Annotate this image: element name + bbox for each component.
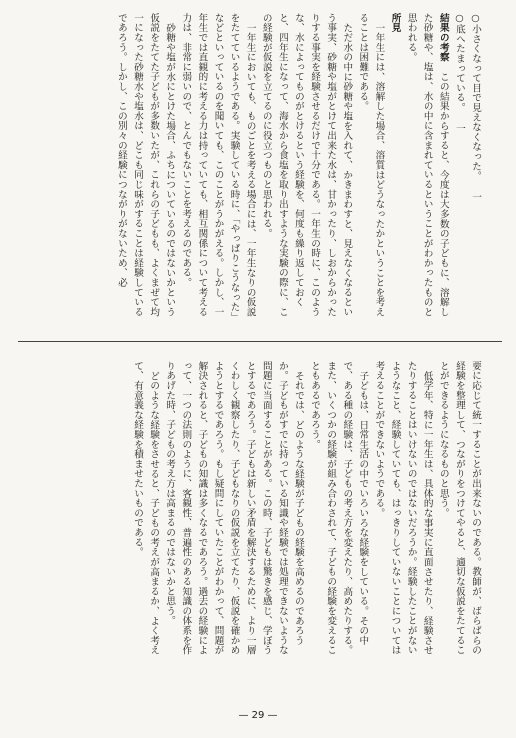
page-number: — 29 —	[238, 710, 278, 721]
paragraph: 要に応じて統一することが出来ないのである。教師が、ばらばらの経験を整理して、つながりをつけてやると、適切な仮説をたてることができるようになるものと思う。	[437, 361, 481, 655]
paragraph: 一年生においても、ものごとを考える場合には、一年生なりの仮説をたてているようである。実験している時に、「やっぱりこうなった」などといっているのを聞いても、このことがうかがえる。しかし、一年生では直観的に考える力は持っていても、相互関係について考える力は、非常に弱いので、とんでもないことを考えるのである。	[180, 13, 256, 317]
paragraph: 一年生には、溶解した場合、溶質はどうなったかということを考えることは困難である。	[357, 13, 385, 317]
result-line: ○小さくなって目で見えなくなった。 一	[470, 13, 481, 202]
paragraph: 子どもは、日常生活の中でいろいろな経験をしている。その中で、ある種の経験は、子どもの考え方を変えたり、高めたりする。また、いくつかの経験が組み合わされて、子どもの経験を変えることもあるであろう。	[309, 361, 369, 655]
paragraph: それでは、どのような経験が子どもの経験を高めるのであろうか。子どもがすでに持っている知識や経験では処理できないような問題に当面することがある。この時、子どもは驚きを感じ、学ぼうとするであろう。子どもは新しい矛盾を解決するために、より一層くわしく観察したり、子どもなりの仮説を立てたり、仮説を確かめようとするであろう。もし疑問にしていたことがわかって、問題が解決されると、子どもの知識は多くなるであろう。過去の経験によって、一つの法則のように、客観性、普遍性のある知識の体系を作りあげた時、子どもの考え方は高まるのではないかと思う。	[164, 361, 304, 655]
paragraph: 低学年、特に一年生は、具体的な事実に直面させたり、経験させたりすることはいけないのではないだろうか。経験したことがないようなこと、経験していても、はっきりしていないことについては考えることができないようである。	[373, 361, 433, 656]
section-divider	[18, 341, 502, 342]
paragraph: 砂糖や塩が水にとけた場合、ふちについているのではないかという仮説をたてた子どもが多数いたが、これらの子どもも、よくまぜて均一になった砂糖水や塩水は、どこも同じ味がすることは経験しているであろう。しかし、この別々の経験につながりがないため、必	[115, 13, 176, 317]
result-discussion	[403, 13, 451, 321]
result-discussion-heading: 結果の考察	[437, 13, 449, 62]
upper-text-block	[3, 13, 483, 321]
result-discussion-text: この結果からすると、今度は大多数の子どもに、溶解した砂糖や、塩は、水の中に含まれているということがわかったものと思われる。	[405, 13, 449, 317]
result-line: ○底へたまっている。 一	[453, 13, 465, 134]
paragraph: どのような経験をさせると、子どもの考えが高まるか、よく考えて、有意義な経験を積ませたいものである。	[132, 361, 160, 656]
paragraph: ただ水の中に砂糖や塩を入れて、かきまわすと、見えなくなるという事実、砂糖や塩がとけて出来た水は、甘かったり、しおからかったりする事実を経験させるだけで十分である。一年生の時に、このような、水によってものがとけるという経験を、何度も繰り返しておくと、四年生になって、海水から食塩を取り出すような実験の際に、この経験が仮説を立てるのに役立つものと思われる。	[260, 13, 353, 317]
lower-text-block	[3, 361, 483, 657]
findings-heading: 所見	[389, 13, 401, 33]
